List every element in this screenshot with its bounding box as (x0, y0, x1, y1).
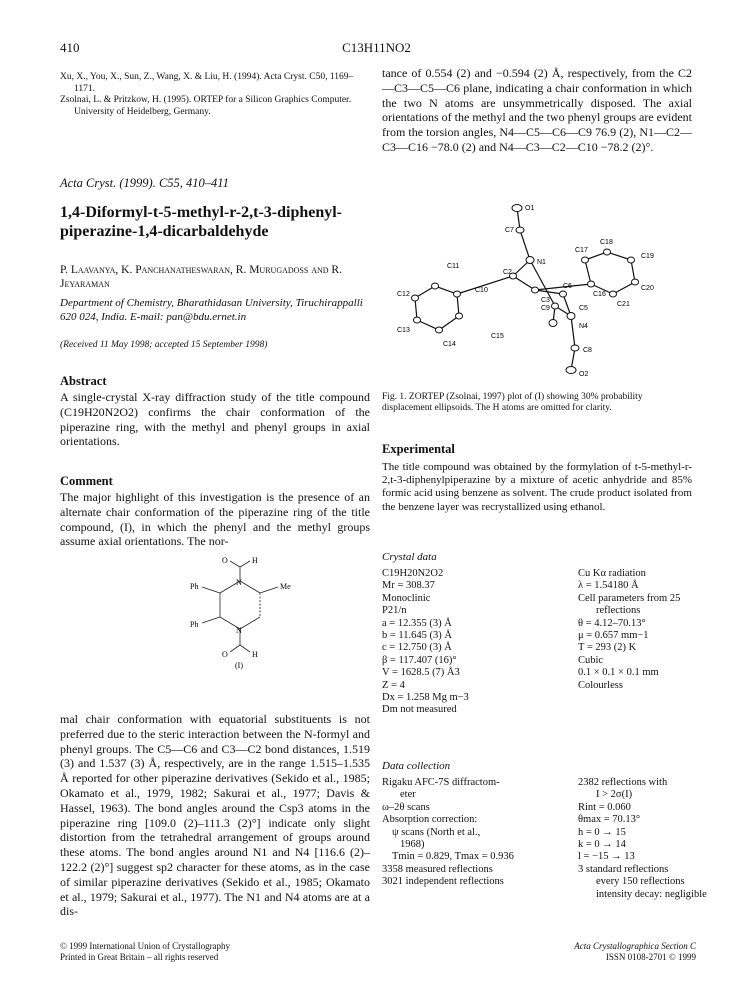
data-collection-item: k = 0 → 14 (578, 839, 626, 851)
data-collection-item: ψ scans (North et al., (392, 826, 481, 838)
crystal-data-item: β = 117.407 (16)° (382, 654, 457, 666)
crystal-data-item: Mr = 308.37 (382, 580, 435, 592)
crystal-data-item: Cubic (578, 654, 604, 666)
ortep-figure (395, 198, 695, 388)
data-collection-item: h = 0 → 15 (578, 826, 626, 838)
data-collection-item: Rigaku AFC-7S diffractom- (382, 777, 500, 788)
atom-label: C18 (600, 239, 613, 246)
atom-label: C3 (541, 297, 550, 304)
crystal-data-item: 0.1 × 0.1 × 0.1 mm (578, 667, 659, 679)
crystal-data-item: Monoclinic (382, 592, 431, 604)
crystal-data-heading: Crystal data (382, 551, 437, 563)
atom-label: N4 (579, 323, 588, 330)
scheme-ph2: Ph (190, 620, 199, 629)
atom-label: C12 (397, 291, 410, 298)
data-collection-item: l = −15 → 13 (578, 851, 635, 863)
comment-text-continued: mal chair conformation with equatorial substituents is not preferred due to the steric interaction between the N-formyl and phenyl groups. The C5—C6 and C3—C2 bond distances, 1.519 (3) and 1.537 (3) Å, respectively, are in the range 1.515–1.535 Å reported for other piperazine derivatives (Sekido et al., 1985; Okamato et al., 1979, 1982; Sakurai et al., 1977; Davis & Hassel, 1963). The bond angles around the Csp3 atoms in the piperazine ring [109.0 (2)–111.3 (2)°] indicate only slight distortion from the tetrahedral arrangement of groups around these atoms. The bond angles around N1 and N4 [116.6 (2)–122.2 (2)°] suggest sp2 character for these atoms, as in the case of similar piperazine derivatives (Sekido et al., 1985; Okamato et al., 1979; Sakurai et al., 1977). The N1 and N4 atoms are at a dis- (60, 712, 370, 919)
experimental-heading: Experimental (382, 442, 455, 456)
reference-item: Zsolnai, L. & Pritzkow, H. (1995). ORTEP for a Silicon Graphics Computer. University of Heidelberg, Germany. (60, 95, 352, 117)
atom-label: N1 (537, 259, 546, 266)
authors: P. Laavanya, K. Panchanatheswaran, R. Murugadoss and R. Jeyaraman (60, 264, 342, 290)
abstract-heading: Abstract (60, 374, 107, 388)
journal-citation: Acta Cryst. (1999). C55, 410–411 (60, 176, 229, 190)
received-dates: (Received 11 May 1998; accepted 15 September 1998) (60, 340, 268, 350)
footer-left (60, 941, 230, 963)
crystal-data-item: C19H20N2O2 (382, 568, 444, 579)
abstract-text: A single-crystal X-ray diffraction study of the title compound (C19H20N2O2) confirms the chair conformation of the piperazine ring, with the methyl and phenyl groups in axial orientations. (60, 390, 370, 449)
scheme-me: Me (280, 582, 291, 591)
comment-heading: Comment (60, 474, 113, 488)
footer-right (504, 941, 696, 963)
references (60, 72, 366, 118)
crystal-data-item: P21/n (382, 605, 407, 617)
atom-label: C5 (579, 305, 588, 312)
atom-label: C19 (641, 253, 654, 260)
atom-label: O1 (525, 205, 535, 212)
data-collection-item: Absorption correction: (382, 814, 478, 826)
crystal-data-item: c = 12.750 (3) Å (382, 642, 452, 654)
atom-label: C13 (397, 327, 410, 334)
atom-label: C6 (563, 283, 572, 290)
crystal-data-item: T = 293 (2) K (578, 642, 637, 654)
crystal-data-item: θ = 4.12–70.13° (578, 617, 646, 629)
crystal-data-left (382, 568, 572, 717)
crystal-data-item: Cell parameters from 25 (578, 592, 681, 604)
crystal-data-item: Cu Kα radiation (578, 568, 646, 579)
experimental-text: The title compound was obtained by the formylation of t-5-methyl-r-2,t-3-diphenylpiperazine by a mixture of acetic anhydride and 85% formic acid using benzene as solvent. The crude product isolated from the benzene layer was recrystallized using ethanol. (382, 461, 692, 513)
data-collection-item: ω–2θ scans (382, 801, 430, 813)
atom-label: C11 (447, 263, 460, 270)
page-number: 410 (60, 40, 80, 55)
data-collection-left (382, 777, 572, 889)
data-collection-item: eter (400, 789, 416, 801)
running-header-formula: C13H11NO2 (342, 40, 411, 55)
crystal-data-item: reflections (596, 605, 641, 617)
data-collection-item: 2382 reflections with (578, 777, 668, 788)
crystal-data-item: λ = 1.54180 Å (578, 580, 639, 592)
crystal-data-item: Dm not measured (382, 704, 457, 716)
atom-label: O2 (579, 371, 589, 378)
issn-line: ISSN 0108-2701 © 1999 (605, 952, 696, 962)
data-collection-right (578, 777, 708, 901)
scheme-h2: H (252, 650, 258, 659)
scheme-ph1: Ph (190, 582, 199, 591)
data-collection-item: Tmin = 0.829, Tmax = 0.936 (392, 851, 514, 863)
atom-label: C20 (641, 285, 654, 292)
figure-caption: Fig. 1. ZORTEP (Zsolnai, 1997) plot of (I) showing 30% probability displacement ellipsoids. The H atoms are omitted for clarity. (382, 392, 643, 413)
data-collection-item: Rint = 0.060 (578, 801, 631, 813)
crystal-data-item: V = 1628.5 (7) Å3 (382, 667, 460, 679)
data-collection-item: θmax = 70.13° (578, 814, 641, 826)
journal-section: Acta Crystallographica Section C (574, 941, 696, 951)
atom-label: C16 (593, 291, 606, 298)
data-collection-item: every 150 reflections (596, 876, 685, 888)
article-title: 1,4-Diformyl-t-5-methyl-r-2,t-3-diphenyl-piperazine-1,4-dicarbaldehyde (60, 204, 343, 240)
scheme-o1: O (222, 556, 228, 565)
atom-label: C10 (475, 287, 488, 294)
crystal-data-item: Colourless (578, 679, 623, 691)
scheme-o2: O (222, 650, 228, 659)
atom-label: C8 (583, 347, 592, 354)
data-collection-item: I > 2σ(I) (596, 789, 633, 801)
reference-item: Xu, X., You, X., Sun, Z., Wang, X. & Liu, H. (1994). Acta Cryst. C50, 1169–1171. (60, 72, 354, 94)
scheme-n2: N (236, 626, 242, 635)
crystal-data-item: a = 12.355 (3) Å (382, 617, 452, 629)
scheme-h1: H (252, 556, 258, 565)
data-collection-item: 3358 measured reflections (382, 863, 493, 875)
scheme-label: (I) (235, 661, 243, 670)
chemical-scheme (150, 555, 330, 670)
scheme-n1: N (236, 578, 242, 587)
crystal-data-item: b = 11.645 (3) Å (382, 630, 452, 642)
data-collection-item: 3021 independent reflections (382, 876, 504, 888)
atom-label: C9 (541, 305, 550, 312)
crystal-data-item: Dx = 1.258 Mg m−3 (382, 692, 469, 704)
copyright-line: © 1999 International Union of Crystallography (60, 941, 231, 951)
data-collection-item: 1968) (400, 839, 425, 851)
data-collection-item: 3 standard reflections (578, 863, 669, 875)
atom-label: C15 (491, 333, 504, 340)
printed-line: Printed in Great Britain – all rights reserved (60, 952, 219, 962)
comment-text-right: tance of 0.554 (2) and −0.594 (2) Å, respectively, from the C2—C3—C5—C6 plane, indicating a chair conformation in which the two N atoms are unsymmetrically disposed. The axial orientations of the methyl and the two phenyl groups are evident from the torsion angles, N4—C5—C6—C9 76.9 (2), N1—C2—C3—C16 −78.0 (2) and N4—C3—C2—C10 −78.2 (2)°. (382, 66, 692, 154)
data-collection-item: intensity decay: negligible (596, 888, 707, 900)
atom-label: C14 (443, 341, 456, 348)
crystal-data-item: Z = 4 (382, 679, 405, 691)
data-collection-heading: Data collection (382, 760, 451, 772)
crystal-data-item: μ = 0.657 mm−1 (578, 630, 649, 642)
affiliation: Department of Chemistry, Bharathidasan University, Tiruchirappalli 620 024, India. E-mail: pan@bdu.ernet.in (60, 297, 363, 323)
atom-label: C17 (575, 247, 588, 254)
comment-text: The major highlight of this investigation is the presence of an alternate chair conformation of the piperazine ring of the title compound, (I), in which the phenyl and the methyl groups assume axial orientations. The nor- (60, 490, 370, 549)
atom-label: C7 (505, 227, 514, 234)
crystal-data-right (578, 568, 708, 692)
atom-label: C21 (617, 301, 630, 308)
atom-label: C2 (503, 269, 512, 276)
